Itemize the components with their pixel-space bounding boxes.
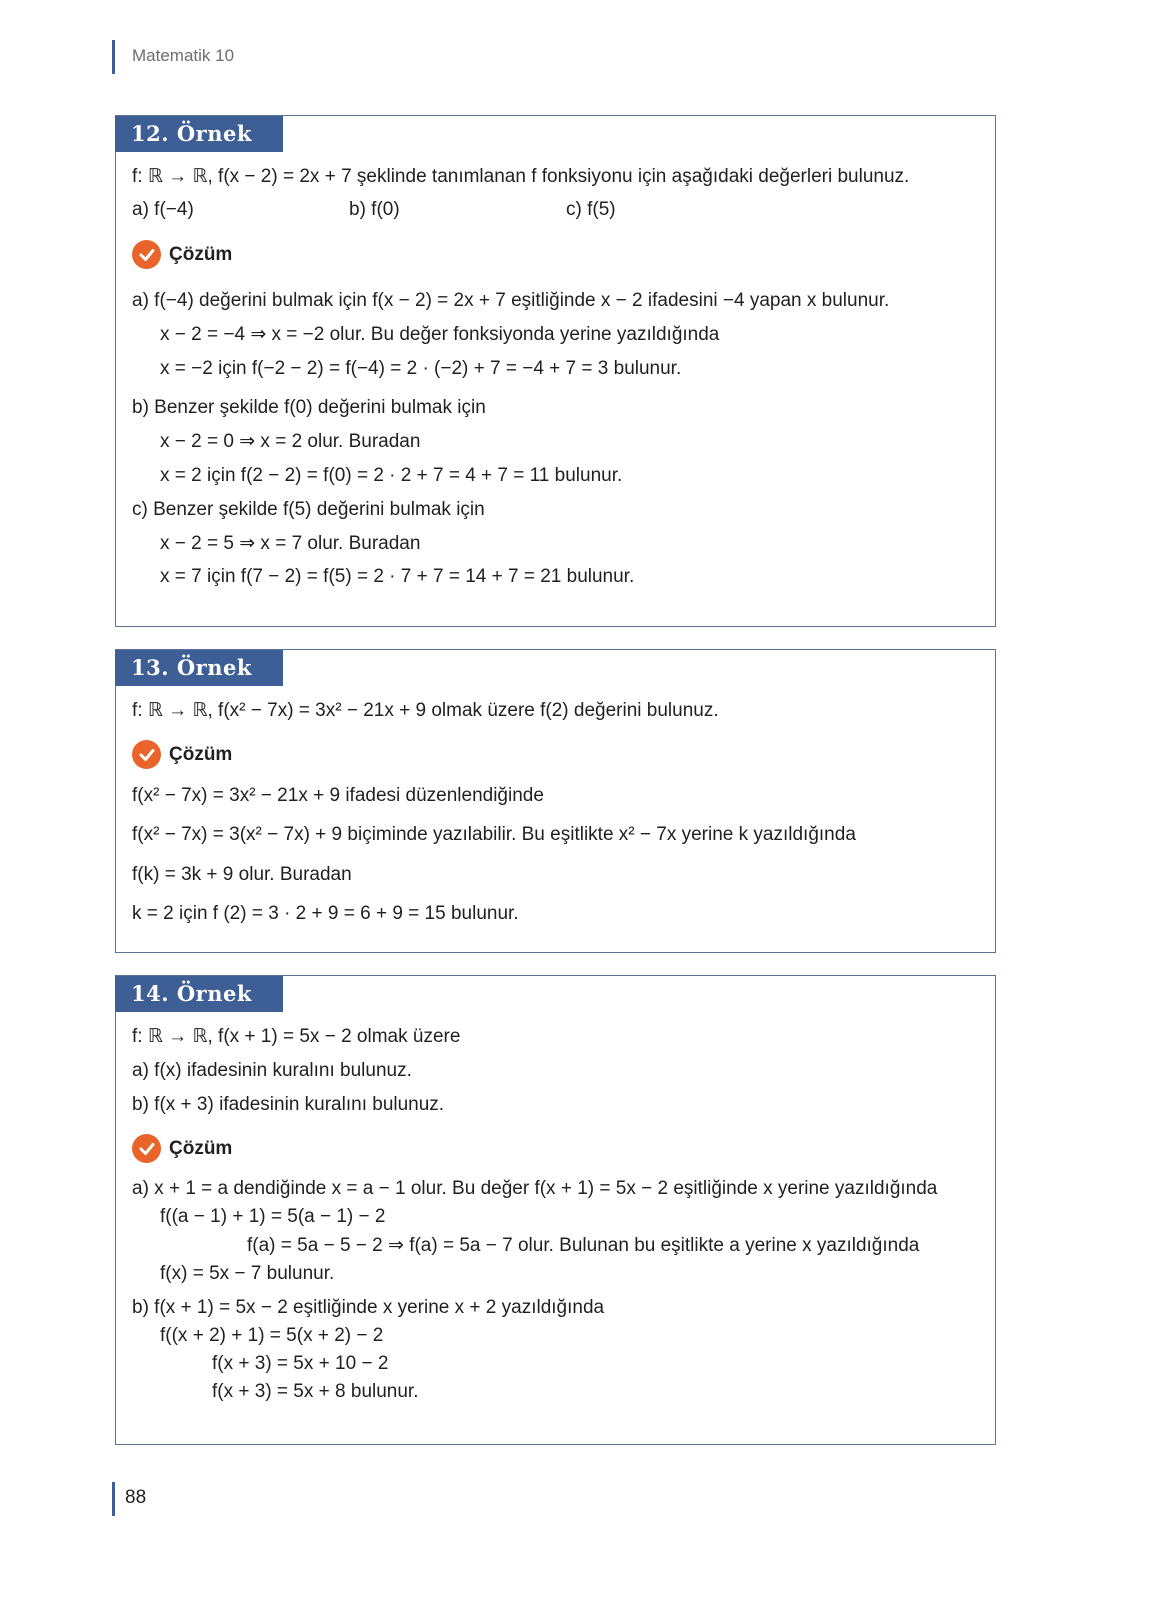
option-c: c) f(5) xyxy=(566,199,616,220)
solution-line: f(a) = 5a − 5 − 2 ⇒ f(a) = 5a − 7 olur. Bulunan bu eşitlikte a yerine x yazıldığında xyxy=(247,1235,920,1256)
solution-label: Çözüm xyxy=(169,1137,233,1159)
solution-line: f(x + 3) = 5x + 10 − 2 xyxy=(212,1353,389,1374)
solution-label: Çözüm xyxy=(169,743,233,765)
solution-line: x = 2 için f(2 − 2) = f(0) = 2 · 2 + 7 = 4 + 7 = 11 bulunur. xyxy=(160,465,623,486)
solution-heading xyxy=(132,740,232,769)
solution-line: f(x) = 5x − 7 bulunur. xyxy=(160,1263,335,1284)
solution-line: x − 2 = 5 ⇒ x = 7 olur. Buradan xyxy=(160,533,421,554)
header-bar xyxy=(112,40,115,74)
solution-line: b) f(x + 1) = 5x − 2 eşitliğinde x yerine x + 2 yazıldığında xyxy=(132,1297,605,1318)
option-a: a) f(−4) xyxy=(132,199,194,220)
solution-line: x − 2 = 0 ⇒ x = 2 olur. Buradan xyxy=(160,431,421,452)
solution-line: x − 2 = −4 ⇒ x = −2 olur. Bu değer fonksiyonda yerine yazıldığında xyxy=(160,324,720,345)
solution-line: f(x² − 7x) = 3(x² − 7x) + 9 biçiminde yazılabilir. Bu eşitlikte x² − 7x yerine k yazıldığında xyxy=(132,824,856,845)
question: f: ℝ → ℝ, f(x − 2) = 2x + 7 şeklinde tanımlanan f fonksiyonu için aşağıdaki değerleri bulunuz. xyxy=(132,166,910,187)
option-b: b) f(0) xyxy=(349,199,400,220)
check-icon xyxy=(132,240,161,269)
example-14-title: 14. Örnek xyxy=(115,976,283,1012)
check-icon xyxy=(132,740,161,769)
question: f: ℝ → ℝ, f(x² − 7x) = 3x² − 21x + 9 olmak üzere f(2) değerini bulunuz. xyxy=(132,700,719,721)
solution-line: k = 2 için f (2) = 3 · 2 + 9 = 6 + 9 = 15 bulunur. xyxy=(132,903,519,924)
solution-label: Çözüm xyxy=(169,243,233,265)
solution-line: b) Benzer şekilde f(0) değerini bulmak için xyxy=(132,397,486,418)
solution-line: f((x + 2) + 1) = 5(x + 2) − 2 xyxy=(160,1325,384,1346)
example-12-title: 12. Örnek xyxy=(115,116,283,152)
page-number: 88 xyxy=(125,1487,147,1508)
solution-heading xyxy=(132,1134,232,1163)
solution-line: f(x + 3) = 5x + 8 bulunur. xyxy=(212,1381,419,1402)
solution-line: f(x² − 7x) = 3x² − 21x + 9 ifadesi düzenlendiğinde xyxy=(132,785,544,806)
solution-line: x = −2 için f(−2 − 2) = f(−4) = 2 · (−2) + 7 = −4 + 7 = 3 bulunur. xyxy=(160,358,682,379)
solution-line: a) x + 1 = a dendiğinde x = a − 1 olur. Bu değer f(x + 1) = 5x − 2 eşitliğinde x yerine yazıldığında xyxy=(132,1178,938,1199)
solution-line: c) Benzer şekilde f(5) değerini bulmak için xyxy=(132,499,485,520)
solution-line: x = 7 için f(7 − 2) = f(5) = 2 · 7 + 7 = 14 + 7 = 21 bulunur. xyxy=(160,566,635,587)
header-title: Matematik 10 xyxy=(132,46,235,65)
example-13-title: 13. Örnek xyxy=(115,650,283,686)
question: f: ℝ → ℝ, f(x + 1) = 5x − 2 olmak üzere xyxy=(132,1026,461,1047)
footer-bar xyxy=(112,1482,115,1516)
solution-line: a) f(−4) değerini bulmak için f(x − 2) = 2x + 7 eşitliğinde x − 2 ifadesini −4 yapan x bulunur. xyxy=(132,290,890,311)
solution-heading xyxy=(132,240,232,269)
check-icon xyxy=(132,1134,161,1163)
question-part-a: a) f(x) ifadesinin kuralını bulunuz. xyxy=(132,1060,412,1081)
solution-line: f(k) = 3k + 9 olur. Buradan xyxy=(132,864,352,885)
question-part-b: b) f(x + 3) ifadesinin kuralını bulunuz. xyxy=(132,1094,445,1115)
solution-line: f((a − 1) + 1) = 5(a − 1) − 2 xyxy=(160,1206,386,1227)
